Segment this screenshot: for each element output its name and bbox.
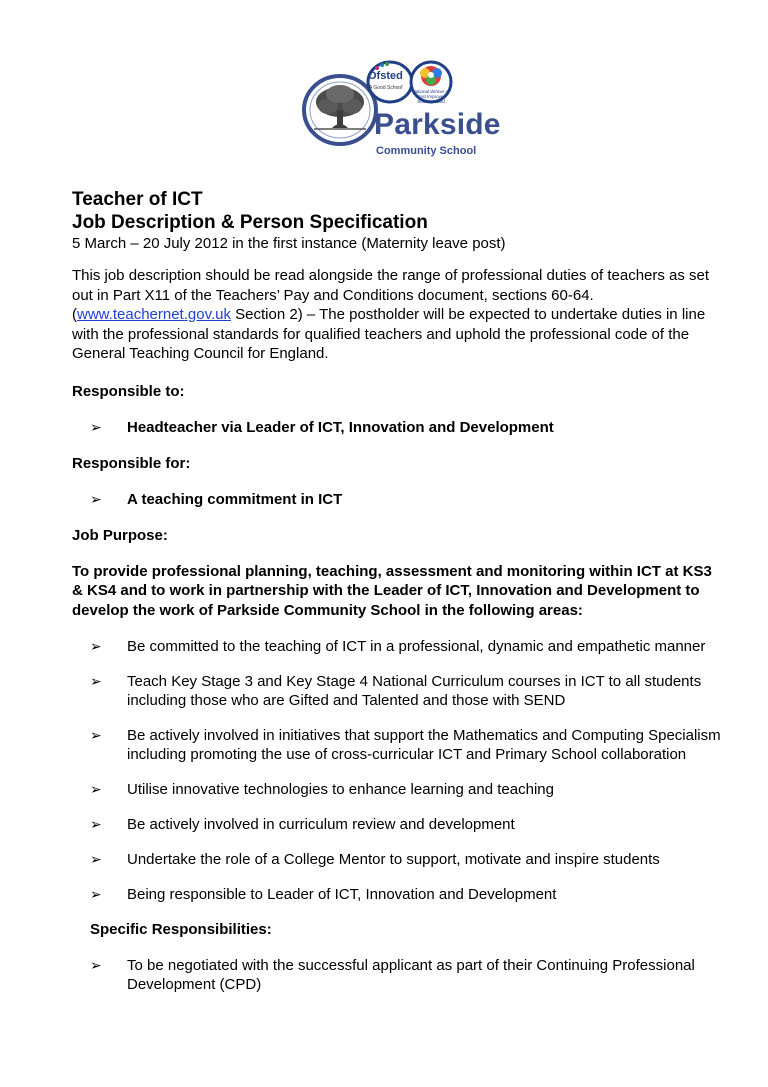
list-item — [72, 637, 722, 656]
job-purpose-text: To provide professional planning, teaching, assessment and monitoring within ICT at KS3 & KS4 and to work in partnership with the Leader of ICT, Innovation and Development to develop the work of Parkside Community School in the following areas: — [72, 562, 712, 619]
school-logo — [302, 58, 502, 162]
ofsted-quote: 'A Good School' — [368, 85, 404, 91]
page-subtitle: Job Description & Person Specification — [72, 212, 428, 233]
list-item — [72, 780, 722, 799]
document-body — [72, 188, 722, 994]
intro-text-1: This job description should be read alongside the range of professional duties of teachers as set out in Part X11 of the Teachers’ Pay and Conditions document, sections 60-64. ( — [72, 267, 710, 323]
duty-text: Teach Key Stage 3 and Key Stage 4 National Curriculum courses in ICT to all students including those who are Gifted and Talented and those with SEND — [127, 673, 702, 709]
ofsted-label: Ofsted — [368, 70, 403, 82]
post-dates: 5 March – 20 July 2012 in the first instance (Maternity leave post) — [72, 235, 506, 252]
award-label: National Winner of Most Improved School Award — [412, 89, 450, 104]
duty-text: Be committed to the teaching of ICT in a professional, dynamic and empathetic manner — [127, 638, 706, 655]
duty-text: Being responsible to Leader of ICT, Innovation and Development — [127, 886, 557, 903]
specific-responsibilities-heading: Specific Responsibilities: — [90, 921, 272, 938]
list-item — [72, 885, 722, 904]
arrow-bullet-icon: ➢ — [90, 816, 102, 832]
specific-text: To be negotiated with the successful applicant as part of their Continuing Professional Development (CPD) — [127, 957, 695, 993]
intro-text-2: Section 2) – The postholder will be expected to undertake duties in line with the professional standards for qualified teachers and uphold the professional code of the General Teaching Council for England. — [72, 306, 706, 362]
arrow-bullet-icon: ➢ — [90, 851, 102, 867]
responsible-for-heading: Responsible for: — [72, 454, 191, 472]
arrow-bullet-icon: ➢ — [90, 418, 102, 435]
list-item — [72, 672, 722, 710]
list-item — [72, 726, 722, 764]
intro-paragraph — [72, 266, 722, 364]
list-item — [72, 490, 722, 509]
duty-text: Be actively involved in initiatives that support the Mathematics and Computing Specialism including promoting the use of cross-curricular ICT and Primary School collaboration — [127, 727, 721, 763]
school-subtitle: Community School — [376, 145, 477, 157]
arrow-bullet-icon: ➢ — [90, 490, 102, 507]
teachernet-link[interactable]: www.teachernet.gov.uk — [77, 306, 231, 323]
arrow-bullet-icon: ➢ — [90, 781, 102, 797]
arrow-bullet-icon: ➢ — [90, 727, 102, 743]
duty-text: Be actively involved in curriculum review and development — [127, 816, 515, 833]
responsible-for-value: A teaching commitment in ICT — [127, 490, 343, 508]
duty-text: Undertake the role of a College Mentor to support, motivate and inspire students — [127, 851, 660, 868]
responsible-to-value: Headteacher via Leader of ICT, Innovation and Development — [127, 418, 554, 436]
arrow-bullet-icon: ➢ — [90, 957, 102, 973]
arrow-bullet-icon: ➢ — [90, 886, 102, 902]
job-purpose-heading: Job Purpose: — [72, 526, 168, 544]
page-title: Teacher of ICT — [72, 189, 203, 210]
list-item — [72, 815, 722, 834]
duty-text: Utilise innovative technologies to enhance learning and teaching — [127, 781, 554, 798]
school-name: Parkside — [374, 108, 501, 141]
arrow-bullet-icon: ➢ — [90, 673, 102, 689]
duties-list — [72, 620, 722, 904]
list-item — [72, 956, 722, 994]
list-item — [72, 418, 722, 437]
responsible-to-heading: Responsible to: — [72, 382, 185, 400]
list-item — [72, 850, 722, 869]
arrow-bullet-icon: ➢ — [90, 638, 102, 654]
